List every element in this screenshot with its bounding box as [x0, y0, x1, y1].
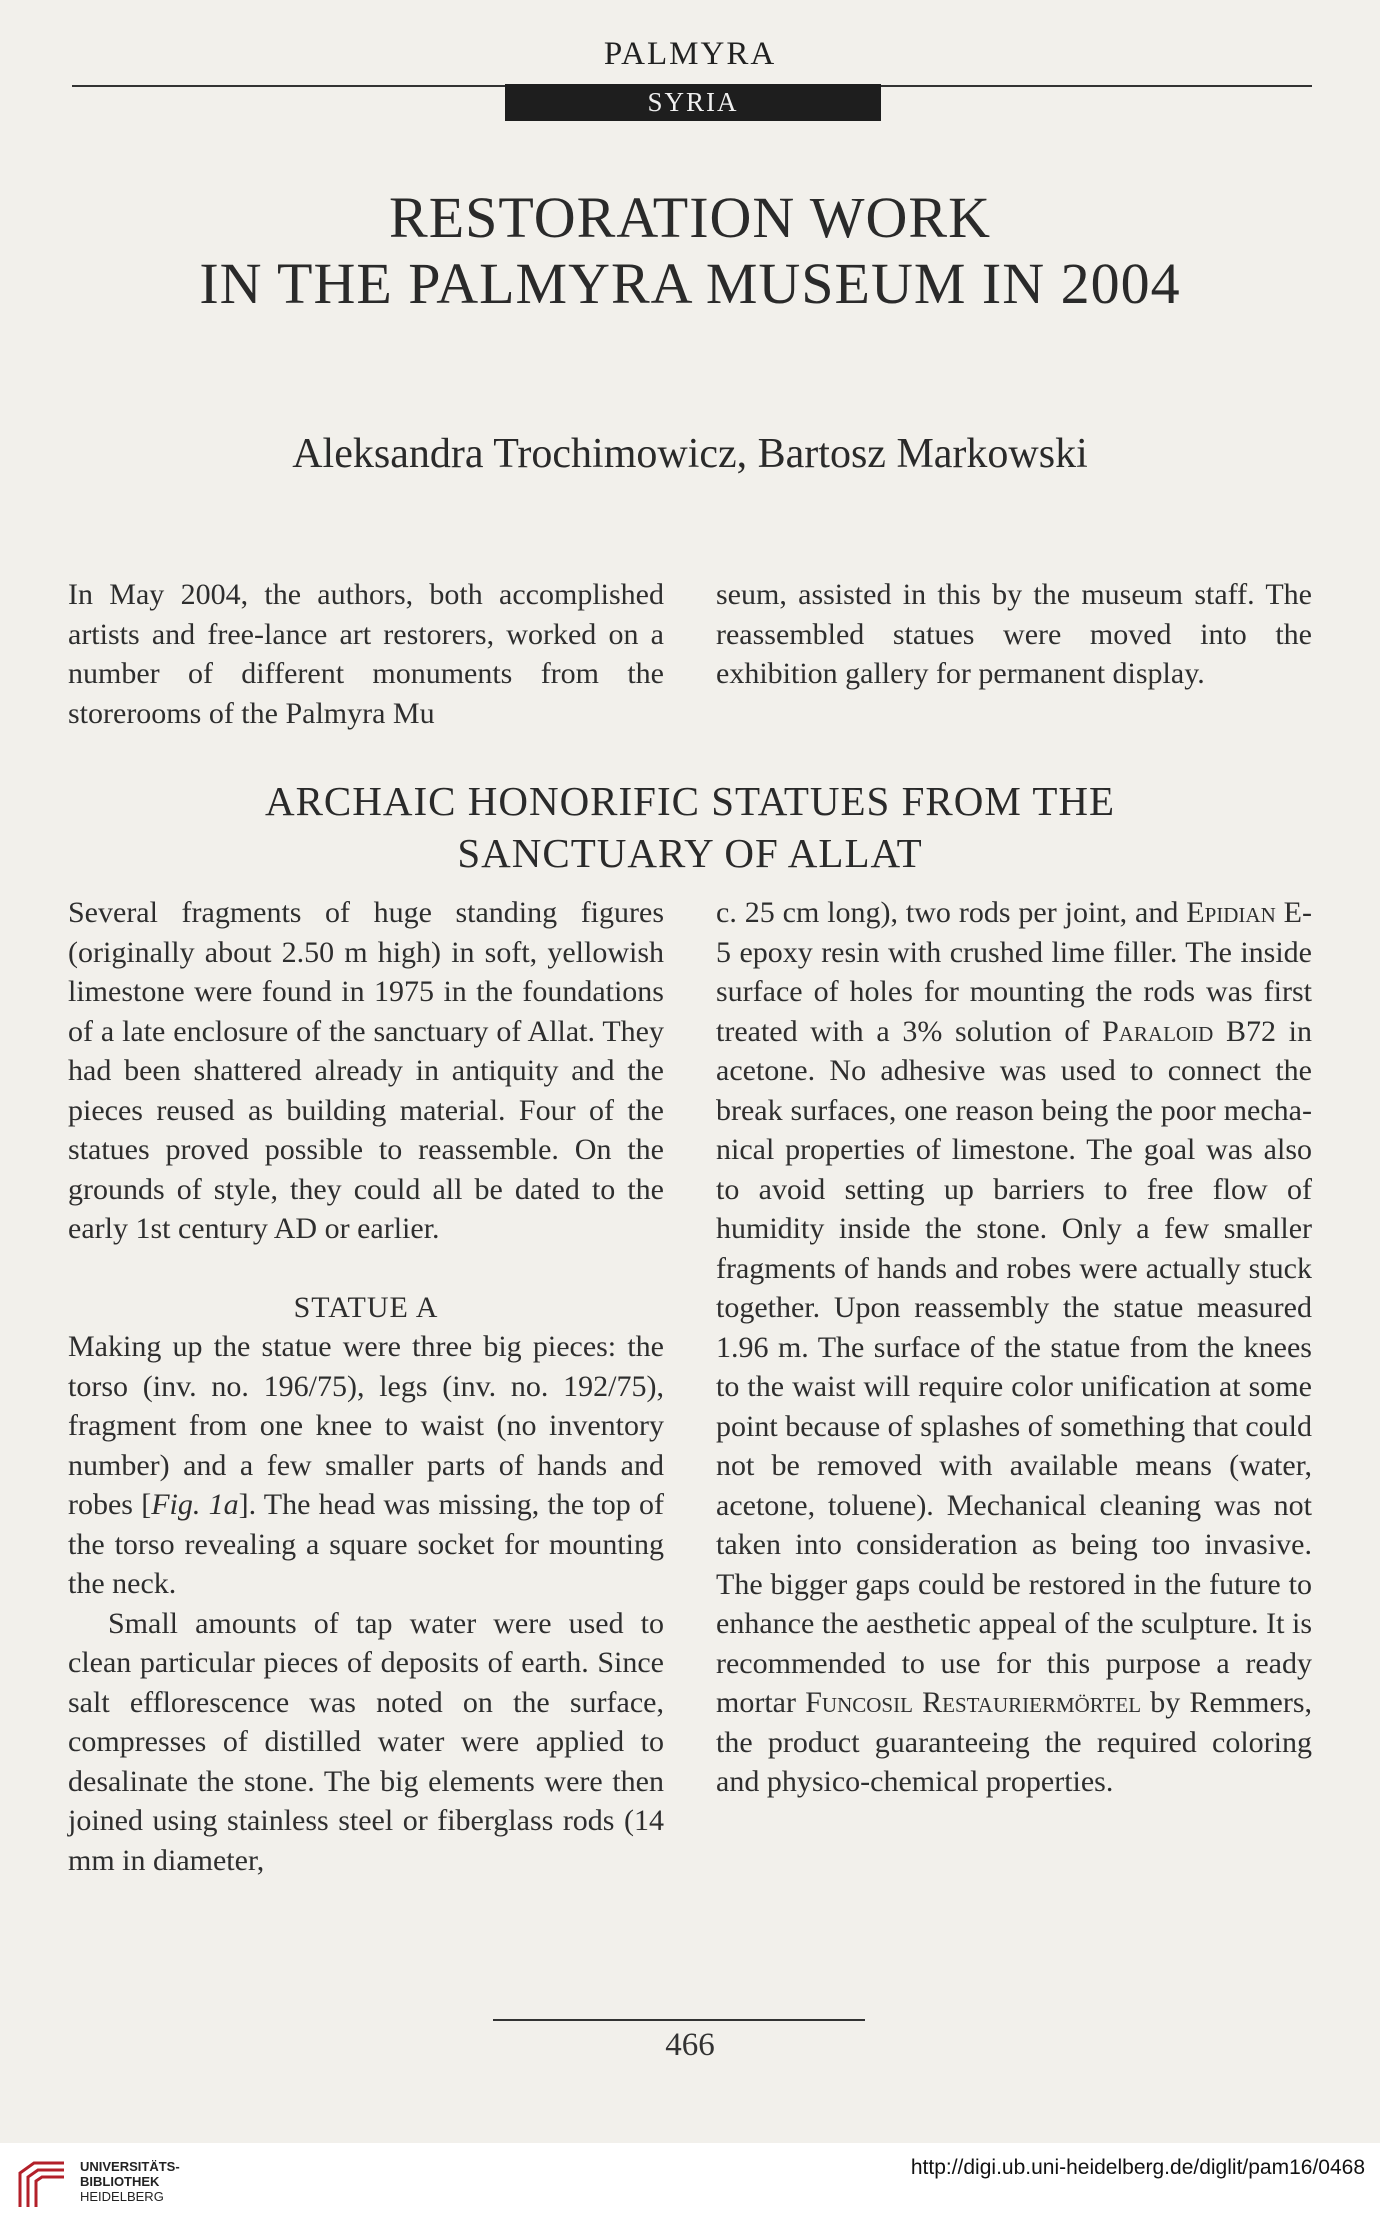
section-heading-line-1: ARCHAIC HONORIFIC STATUES FROM THE: [264, 778, 1116, 824]
paragraph-fragments: Several fragments of huge standing figures (originally about 2.50 m high) in soft, yellowish limestone were found in 1975 in the foundations of a late enclosure of the sanctuary of Allat. They had been shattered already in antiquity and the pieces reused as building material. Four of the statues proved possible to reassemble. On the grounds of style, they could all be dated to the early 1st century AD or earlier.: [68, 896, 664, 1245]
body-left-column: [68, 893, 664, 1880]
digitization-footer: [0, 2143, 1380, 2232]
running-head: PALMYRA: [603, 36, 777, 72]
article-title: [0, 185, 1380, 317]
paragraph-cleaning: Small amounts of tap water were used to clean particular pieces of deposits of earth. Since salt efflorescence was noted on the surface, compresses of distilled water were applied to desalinate the stone. The big elements were then joined using stainless steel or fiberglass rods (14 mm in diameter,: [68, 1606, 664, 1877]
intro-right-column: [716, 575, 1312, 694]
section-label: SYRIA: [505, 84, 881, 121]
paragraph-reassembly: c. 25 cm long), two rods per joint, and Epidian E-5 epoxy resin with crushed lime filler. The inside surface of holes for mounting the rods was first treated with a 3% solution of Paraloid B72 in acetone. No adhesive was used to connect the break surfaces, one reason being the poor mechanical properties of limestone. The goal was also to avoid setting up barriers to free flow of humidity inside the stone. Only a few smaller fragments of hands and robes were actually stuck together. Upon reassembly the statue measured 1.96 m. The surface of the statue from the knees to the waist will require color unification at some point because of splashes of something that could not be removed with available means (water, acetone, toluene). Mechanical cleaning was not taken into consideration as being too invasive. The bigger gaps could be restored in the future to enhance the aesthetic appeal of the sculpture. It is recommended to use for this purpose a ready mortar Funcosil Restauriermörtel by Remmers, the product guaranteeing the required coloring and physico-chemical properties.: [716, 896, 1312, 1798]
product-name-epidian: Epidian: [1186, 896, 1276, 929]
library-logo-icon: [14, 2157, 70, 2213]
product-name-funcosil: Funcosil Restauriermörtel: [805, 1686, 1142, 1719]
intro-left-column: [68, 575, 664, 733]
paragraph-statue-a: Making up the statue were three big pieces: the torso (inv. no. 196/75), legs (inv. no. 192/75), fragment from one knee to waist (no inventory number) and a few smaller parts of hands and robes [Fig. 1a]. The head was missing, the top of the torso revealing a square socket for mounting the neck.: [68, 1330, 664, 1600]
body-right-column: [716, 893, 1312, 1802]
section-heading: [0, 775, 1380, 879]
intro-paragraph-right: seum, assisted in this by the museum staff. The reassembled statues were moved into the exhibition gallery for permanent display.: [716, 578, 1312, 690]
product-name-paraloid: Paraloid: [1102, 1014, 1214, 1048]
intro-paragraph-left: In May 2004, the authors, both accomplished artists and free-lance art restorers, worked on a number of different monuments from the storerooms of the Palmyra Mu: [68, 578, 664, 730]
section-heading-line-2: SANCTUARY OF ALLAT: [457, 830, 923, 876]
source-url-link[interactable]: http://digi.ub.uni-heidelberg.de/diglit/pam16/0468: [910, 2156, 1365, 2179]
footer-rule: [493, 2019, 865, 2021]
page-number: 466: [665, 2027, 715, 2063]
title-line-1: RESTORATION WORK: [389, 185, 991, 250]
title-line-2: IN THE PALMYRA MUSEUM IN 2004: [199, 251, 1181, 316]
article-authors: Aleksandra Trochimowicz, Bartosz Markowski: [292, 431, 1088, 477]
statue-a-heading: STATUE A: [293, 1290, 439, 1324]
figure-reference: Fig. 1a: [151, 1488, 239, 1521]
library-name: UNIVERSITÄTS- BIBLIOTHEK HEIDELBERG: [80, 2159, 180, 2204]
